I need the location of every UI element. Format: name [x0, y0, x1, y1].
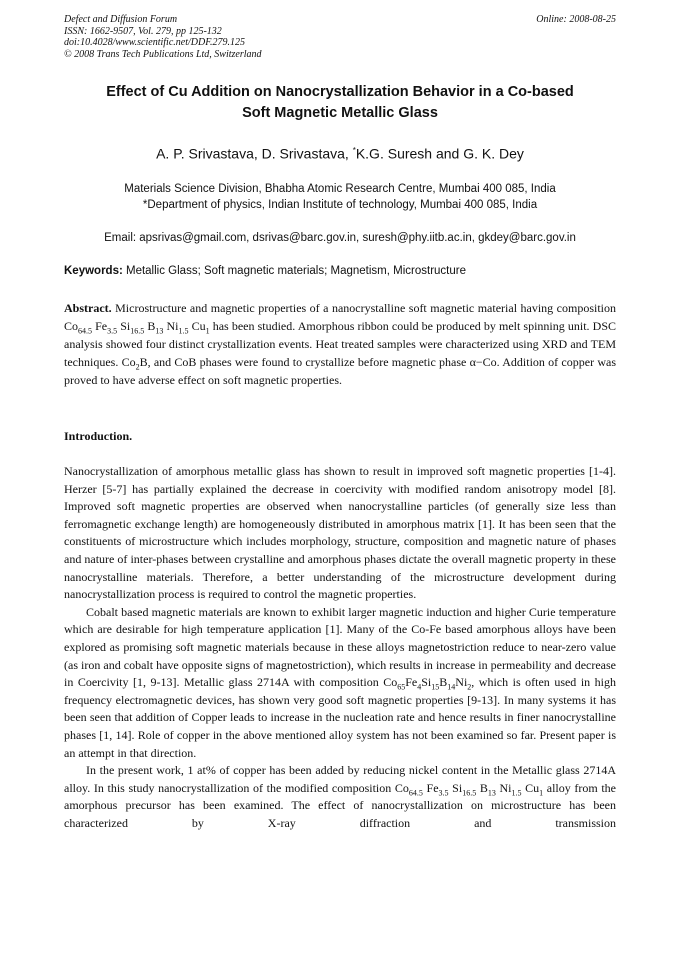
keywords: [64, 264, 616, 278]
subscript: 64.5: [408, 788, 423, 798]
subscript: 1: [539, 788, 544, 798]
paragraph-text: B: [439, 675, 448, 690]
corresponding-mark: *: [352, 146, 356, 155]
abstract: [64, 299, 616, 389]
subscript: 15: [431, 682, 440, 692]
paper-title: [64, 82, 616, 124]
paragraph-text: Ni: [455, 675, 468, 690]
paper-title-line-2: Soft Magnetic Metallic Glass: [242, 105, 438, 121]
abstract-text: Ni: [163, 319, 179, 333]
subscript: 16.5: [462, 788, 477, 798]
keywords-label: Keywords:: [64, 265, 123, 277]
authors-part-2: K.G. Suresh and G. K. Dey: [355, 145, 524, 162]
subscript: 2: [467, 682, 472, 692]
abstract-text: has been studied. Amorphous ribbon could be produced by melt spinning unit. DSC analysis showed four distinct crystallization events. Heat treated samples were characterized using XRD and TEM techniques. Co: [64, 319, 616, 369]
subscript: 14: [447, 682, 456, 692]
affiliation-2: *Department of physics, Indian Institute of technology, Mumbai 400 085, India: [142, 199, 538, 211]
paragraph-text: , which is often used in high frequency electromagnetic devices, has shown very good soft magnetic properties [9-13]. In many systems it has been seen that addition of Copper leads to increase in the nucleation rate and hence results in finer nanocrystalline phases [1, 14]. Role of copper in the above mentioned alloy system has not been examined so far. Present paper is an attempt in that direction.: [64, 675, 617, 760]
authors-part-1: A. P. Srivastava, D. Srivastava,: [156, 145, 353, 162]
paragraph-text: Cobalt based magnetic materials are known to exhibit larger magnetic induction and higher Curie temperature which are desirable for high temperature application [1]. Many of the Co-Fe based amorphous alloys have been explored as promising soft magnetic materials because in these alloys magnetostriction reduce to near-zero value (as iron and cobalt have opposite signs of magnetostriction), which results in increase in permeability and decrease in Coercivity [1, 9-13]. Metallic glass 2714A with composition Co: [64, 604, 616, 690]
paragraph-text: alloy from the amorphous precursor has been examined. The effect of nanocrystallization on microstructure has been characterized by X-ray diffraction and transmission: [64, 780, 616, 830]
journal-header: [64, 14, 616, 60]
abstract-text: Cu: [188, 319, 206, 333]
journal-issn: ISSN: 1662-9507, Vol. 279, pp 125-132: [64, 25, 222, 37]
subscript: 64.5: [78, 326, 93, 336]
paragraph-text: Ni: [495, 780, 512, 795]
paragraph-3: [64, 762, 616, 832]
subscript: 1: [205, 326, 210, 336]
subscript: 1.5: [511, 788, 522, 798]
subscript: 3.5: [107, 326, 118, 336]
abstract-text: Si: [117, 319, 131, 333]
paragraph-text: Si: [448, 780, 463, 795]
subscript: 65: [397, 682, 406, 692]
paragraph-text: Fe: [422, 780, 439, 795]
abstract-text: Microstructure and magnetic properties of a nanocrystalline soft magnetic material having composition Co: [64, 301, 616, 333]
paragraph-2: [64, 604, 616, 762]
paragraph-text: Fe: [405, 675, 418, 690]
abstract-text: Fe: [92, 319, 108, 333]
author-list: [64, 142, 616, 163]
subscript: 13: [487, 788, 496, 798]
abstract-text: B, and CoB phases were found to crystallize before magnetic phase α−Co. Addition of copper was proved to have adverse effect on soft magnetic properties.: [64, 355, 616, 387]
introduction-body: [64, 463, 616, 832]
paper-title-line-1: Effect of Cu Addition on Nanocrystallization Behavior in a Co-based: [106, 84, 574, 100]
online-date: Online: 2008-08-25: [536, 14, 616, 25]
subscript: 1.5: [178, 326, 189, 336]
paragraph-text: Si: [421, 675, 432, 690]
journal-copyright: © 2008 Trans Tech Publications Ltd, Switzerland: [64, 48, 262, 60]
subscript: 13: [155, 326, 164, 336]
affiliation-1: Materials Science Division, Bhabha Atomic Research Centre, Mumbai 400 085, India: [124, 183, 556, 195]
abstract-text: B: [144, 319, 156, 333]
abstract-label: Abstract.: [64, 301, 112, 315]
paragraph-1: Nanocrystallization of amorphous metallic glass has shown to result in improved soft magnetic properties [1-4]. Herzer [5-7] has partially explained the decrease in coercivity with modified random anisotropy model [8]. Improved soft magnetic properties are observed when nanocrystalline particles (of generally size less than ferromagnetic exchange length) are homogeneously distributed in amorphous matrix [1]. It has been seen that the constituents of microstructure which includes morphology, structure, composition and magnetic nature of phases and nature of inter-phases between crystalline and amorphous phases dictate the overall magnetic property in these nanocrystalline materials. Therefore, a better understanding of the microstructure development during nanocrystallization process is required to control the magnetic properties.: [64, 464, 616, 602]
paragraph-text: Cu: [521, 780, 540, 795]
journal-doi: doi:10.4028/www.scientific.net/DDF.279.125: [64, 37, 246, 48]
paragraph-text: B: [476, 780, 488, 795]
paragraph-text: In the present work, 1 at% of copper has been added by reducing nickel content in the Metallic glass 2714A alloy. In this study nanocrystallization of the modified composition Co: [64, 763, 616, 795]
author-emails: Email: apsrivas@gmail.com, dsrivas@barc.gov.in, suresh@phy.iitb.ac.in, gkdey@barc.gov.in: [104, 232, 576, 244]
keywords-text: Metallic Glass; Soft magnetic materials; Magnetism, Microstructure: [122, 265, 466, 277]
subscript: 3.5: [438, 788, 449, 798]
subscript: 4: [417, 682, 422, 692]
subscript: 16.5: [130, 326, 145, 336]
affiliations: [64, 181, 616, 213]
subscript: 2: [135, 362, 140, 372]
journal-name: Defect and Diffusion Forum: [64, 14, 178, 25]
section-heading-introduction: Introduction.: [64, 429, 133, 443]
